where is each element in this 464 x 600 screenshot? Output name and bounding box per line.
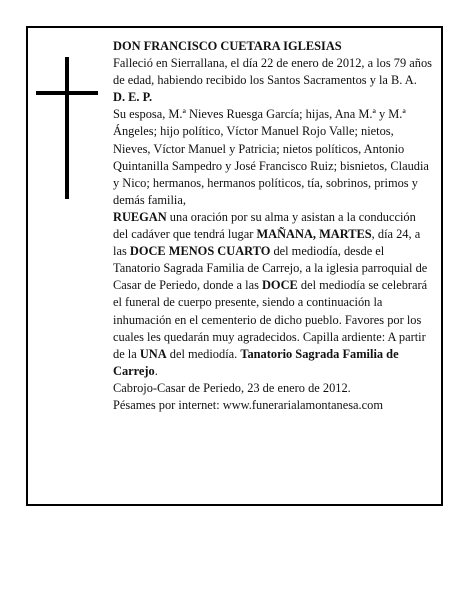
cross-icon (36, 57, 94, 199)
request-text-2: , día 24, a las (113, 227, 421, 259)
chapel-time: UNA (139, 346, 167, 361)
place-date: Cabrojo-Casar de Periedo, 23 de enero de 2012. (113, 380, 351, 395)
cross-vertical-bar (65, 57, 69, 199)
ruegan-label: RUEGAN (113, 209, 167, 224)
manana-martes-label: MAÑANA, MARTES (256, 227, 372, 242)
departure-time: DOCE MENOS CUARTO (129, 244, 271, 259)
family-list: Su esposa, M.ª Nieves Ruesga García; hijas, Ana M.ª y M.ª Ángeles; hijo político, Víctor Manuel Rojo Valle; nietos, Nieves, Víctor Manuel y Patricia; nietos políticos, Antonio Quintanilla Sampedro y José Francisco Ruiz; bisnietos, Claudia y Nico; hermanos, hermanos políticos, tía, sobrinos, primos y demás familia, (113, 107, 429, 207)
funeral-time: DOCE (261, 278, 298, 293)
tanatorio-name: Tanatorio Sagrada Familia de Carrejo (113, 346, 399, 378)
cross-horizontal-bar (36, 91, 98, 95)
request-text-3: del mediodía, desde el Tanatorio Sagrada Familia de Carrejo, a la iglesia parroquial de Casar de Periedo, donde a las (113, 244, 428, 293)
request-text-6: . (154, 363, 158, 378)
request-text-5: del mediodía. (166, 346, 241, 361)
request-text-1: una oración por su alma y asistan a la conducción del cadáver que tendrá lugar (113, 209, 416, 242)
rip-label: D. E. P. (113, 90, 153, 105)
request-text-4: del mediodía se celebrará el funeral de cuerpo presente, siendo a continuación la inhumación en el cementerio de dicho pueblo. Favores por los cuales les quedarán muy agradecidos. Capilla ardiente: A partir de la (113, 278, 428, 361)
death-details: Falleció en Sierrallana, el día 22 de enero de 2012, a los 79 años de edad, habiendo recibido los Santos Sacramentos y la B. A. (113, 56, 432, 88)
deceased-name: DON FRANCISCO CUETARA IGLESIAS (113, 39, 342, 53)
condolences-web: Pésames por internet: www.funerarialamontanesa.com (113, 397, 383, 412)
ceremony-request (113, 209, 433, 380)
obituary-text (113, 38, 433, 414)
